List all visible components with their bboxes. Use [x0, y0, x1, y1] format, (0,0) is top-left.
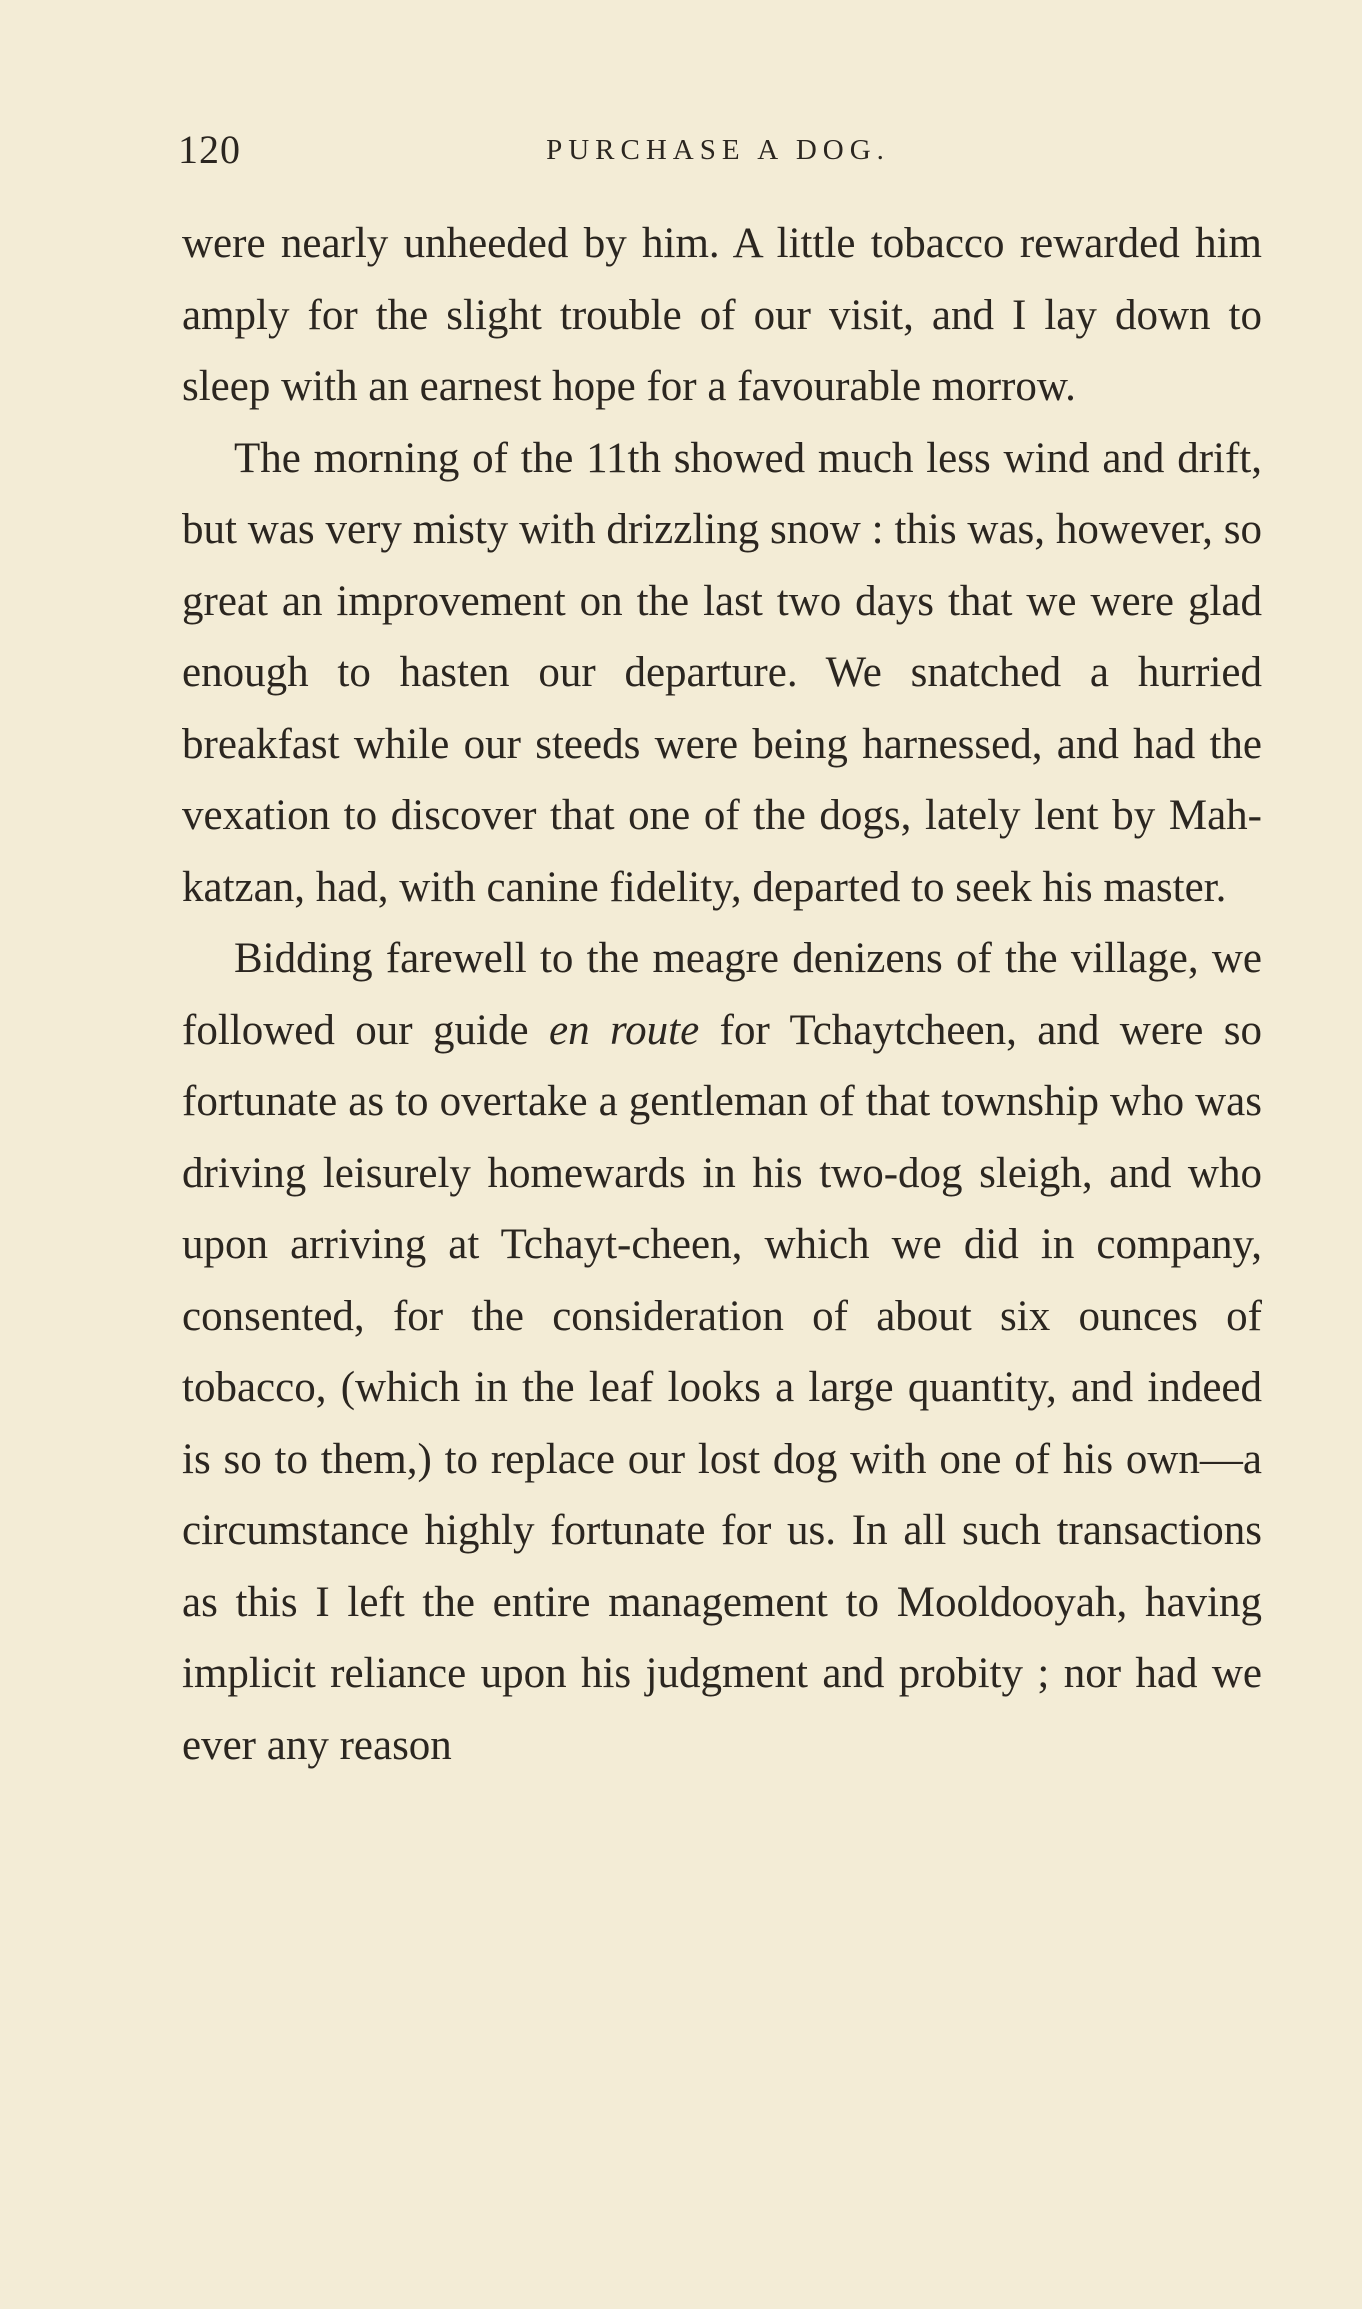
page-header	[178, 120, 1258, 180]
paragraph-3-text-start: Bidding farewell to the meagre denizens of the village, we followed our guide	[182, 935, 1262, 1054]
paragraph-1: were nearly unheeded by him. A little tobacco rewarded him amply for the slight trouble of our visit, and I lay down to sleep with an earnest hope for a favourable morrow.	[182, 220, 1262, 410]
running-head: PURCHASE A DOG.	[546, 134, 890, 166]
paragraph-3	[182, 923, 1262, 1781]
paragraph-2: The morning of the 11th showed much less wind and drift, but was very misty with drizzling snow : this was, however, so great an improvement on the last two days that we were glad enough to hasten our departure. We snatched a hurried breakfast while our steeds were being harnessed, and had the vexation to discover that one of the dogs, lately lent by Mah-katzan, had, with canine fidelity, departed to seek his master.	[182, 434, 1262, 911]
body-text	[182, 208, 1262, 1781]
italic-phrase: en route	[549, 1006, 700, 1054]
page-number: 120	[178, 127, 241, 172]
paragraph-3-text-end: for Tchaytcheen, and were so fortunate as to overtake a gentleman of that township who was driving leisurely homewards in his two-dog sleigh, and who upon arriving at Tchayt-cheen, which we did in company, consented, for the consideration of about six ounces of tobacco, (which in the leaf looks a large quantity, and indeed is so to them,) to replace our lost dog with one of his own—a circumstance highly fortunate for us. In all such transactions as this I left the entire management to Mooldooyah, having implicit reliance upon his judgment and probity ; nor had we ever any reason	[182, 1006, 1263, 1769]
